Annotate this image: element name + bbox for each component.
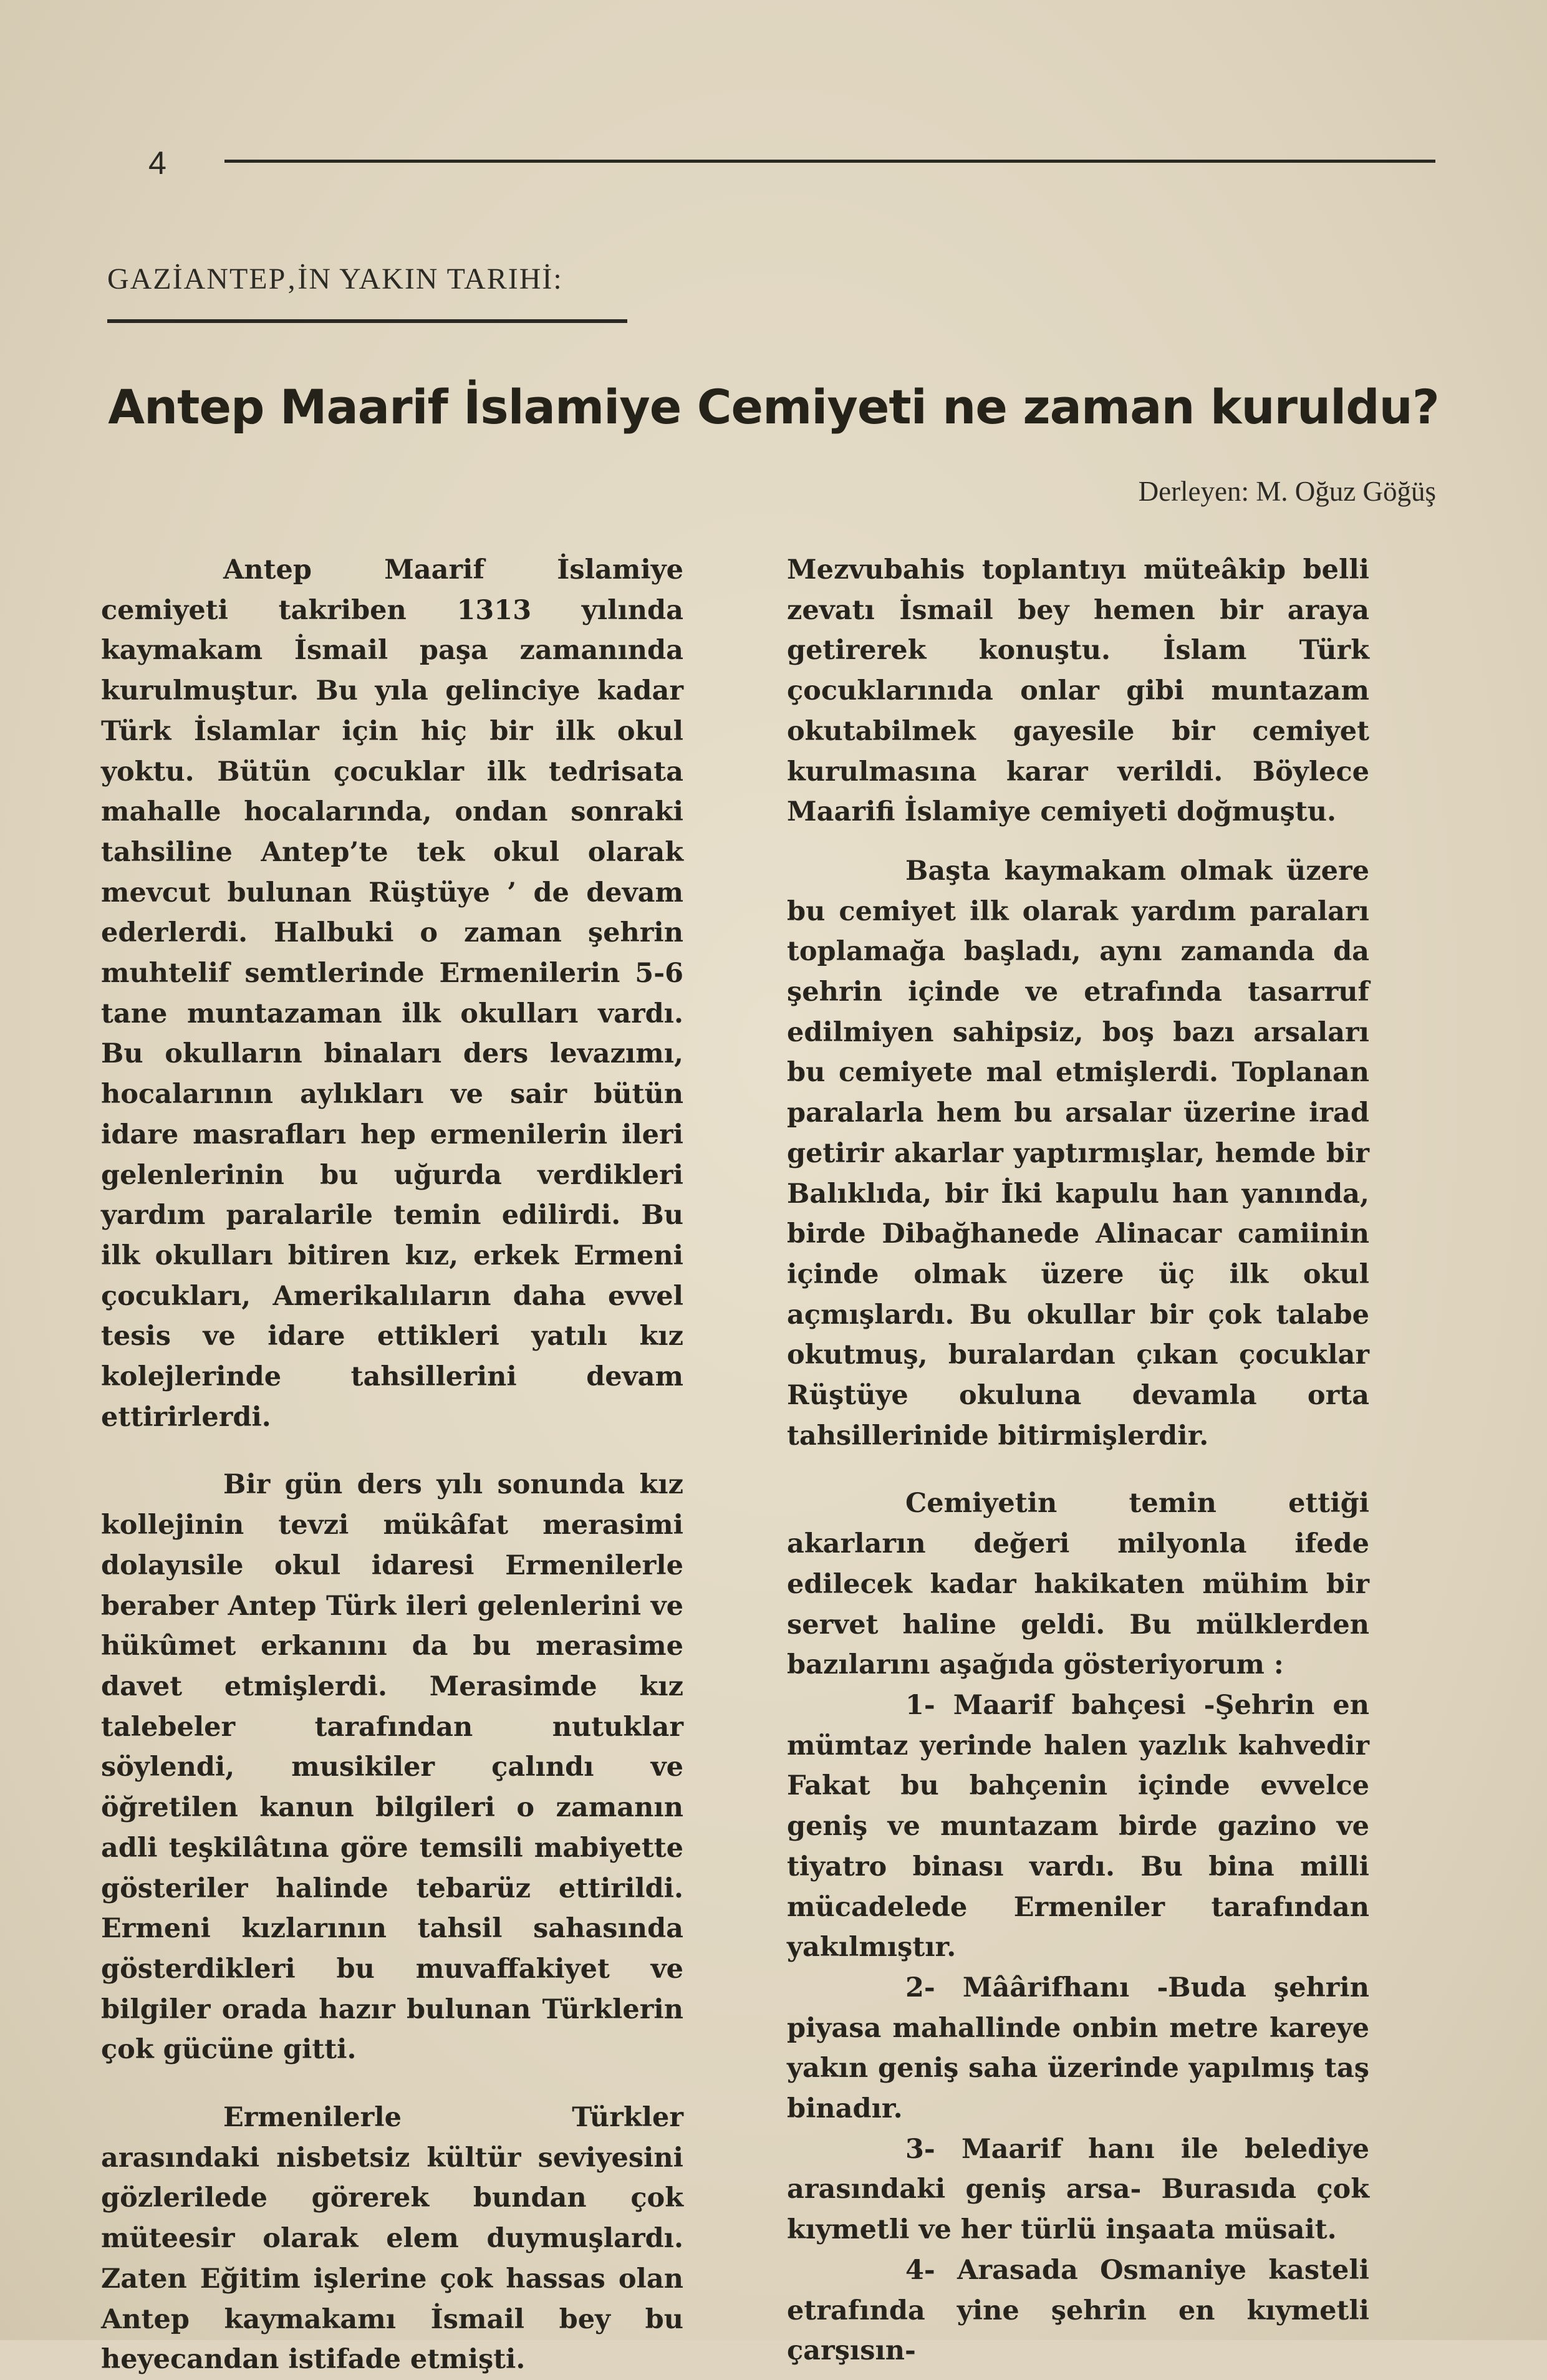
section-label: GAZİANTEP‚İN YAKIN TARIHİ: <box>107 263 563 296</box>
section-label-underline <box>107 319 627 323</box>
list-item: 2- Mâârifhanı -Buda şehrin piyasa mahallinde onbin metre kareye yakın geniş saha üzerinde yapılmış taş binadır. <box>787 1972 1369 2125</box>
paragraph: Başta kaymakam olmak üzere bu cemiyet ilk olarak yardım paraları toplamağa başladı, aynı zamanda da şehrin içinde ve etrafında tasarruf edilmiyen sahipsiz, boş bazı arsaları bu cemiyete mal etmişlerdi. Toplanan paralarla hem bu arsalar üzerine irad getirir akarlar yaptırmışlar, hemde bir Balıklıda, bir İki kapulu han yanında, birde Dibağhanede Alinacar camiinin içinde olmak üzere üç ilk okul açmışlardı. Bu okullar bir çok talabe okutmuş, buralardan çıkan çocuklar Rüştüye okuluna devamla orta tahsillerinide bitirmişlerdir. <box>787 855 1369 1452</box>
list-item: 3- Maarif hanı ile belediye arasındaki geniş arsa- Burasıda çok kıymetli ve her türlü inşaata müsait. <box>787 2133 1369 2246</box>
article-headline: Antep Maarif İslamiye Cemiyeti ne zaman kuruldu? <box>108 379 1439 435</box>
page-number: 4 <box>148 145 166 181</box>
list-item: 4- Arasada Osmaniye kasteli etrafında yine şehrin en kıymetli çarşısın- <box>787 2254 1369 2367</box>
left-column <box>101 550 683 2380</box>
paragraph: Cemiyetin temin ettiği akarların değeri milyonla ifede edilecek kadar hakikaten mühim bir servet haline geldi. Bu mülklerden bazılarını aşağıda gösteriyorum : <box>787 1488 1369 1681</box>
paragraph: Bir gün ders yılı sonunda kız kollejinin tevzi mükâfat merasimi dolayısile okul idaresi Ermenilerle beraber Antep Türk ileri gelenlerini ve hükûmet erkanını da bu merasime davet etmişlerdi. Merasimde kız talebeler tarafından nutuklar söylendi, musikiler çalındı ve öğretilen kanun bilgileri o zamanın adli teşkilâtına göre temsili mabiyette gösteriler halinde tebarüz ettirildi. Ermeni kızlarının tahsil sahasında gösterdikleri bu muvaffakiyet ve bilgiler orada hazır bulunan Türklerin çok gücüne gitti. <box>101 1469 683 2066</box>
paragraph: Mezvubahis toplantıyı müteâkip belli zevatı İsmail bey hemen bir araya getirerek konuştu. İslam Türk çocuklarınıda onlar gibi muntazam okutabilmek gayesile bir cemiyet kurulmasına karar verildi. Böylece Maarifi İslamiye cemiyeti doğmuştu. <box>787 554 1369 828</box>
paragraph: Antep Maarif İslamiye cemiyeti takriben 1313 yılında kaymakam İsmail paşa zamanında kurulmuştur. Bu yıla gelinciye kadar Türk İslamlar için hiç bir ilk okul yoktu. Bütün çocuklar ilk tedrisata mahalle hocalarında, ondan sonraki tahsiline Antep’te tek okul olarak mevcut bulunan Rüştüye ’ de devam ederlerdi. Halbuki o zaman şehrin muhtelif semtlerinde Ermenilerin 5-6 tane muntazaman ilk okulları vardı. Bu okulların binaları ders levazımı, hocalarının aylıkları ve sair bütün idare masrafları hep ermenilerin ileri gelenlerinin bu uğurda verdikleri yardım paralarile temin edilirdi. Bu ilk okulları bitiren kız, erkek Ermeni çocukları, Amerikalıların daha evvel tesis ve idare ettikleri yatılı kız kolejlerinde tahsillerini devam ettirirlerdi. <box>101 554 683 1433</box>
list-item: 1- Maarif bahçesi -Şehrin en mümtaz yerinde halen yazlık kahvedir Fakat bu bahçenin içinde evvelce geniş ve muntazam birde gazino ve tiyatro binası vardı. Bu bina milli mücadelede Ermeniler tarafından yakılmıştır. <box>787 1689 1369 1963</box>
right-column <box>787 550 1369 2371</box>
paragraph: Ermenilerle Türkler arasındaki nisbetsiz kültür seviyesini gözlerilede görerek bundan çok müteesir olarak elem duymuşlardı. Zaten Eğitim işlerine çok hassas olan Antep kaymakamı İsmail bey bu heyecandan istifade etmişti. <box>101 2102 683 2376</box>
article-byline: Derleyen: M. Oğuz Göğüş <box>1138 476 1436 507</box>
header-rule <box>224 160 1435 163</box>
